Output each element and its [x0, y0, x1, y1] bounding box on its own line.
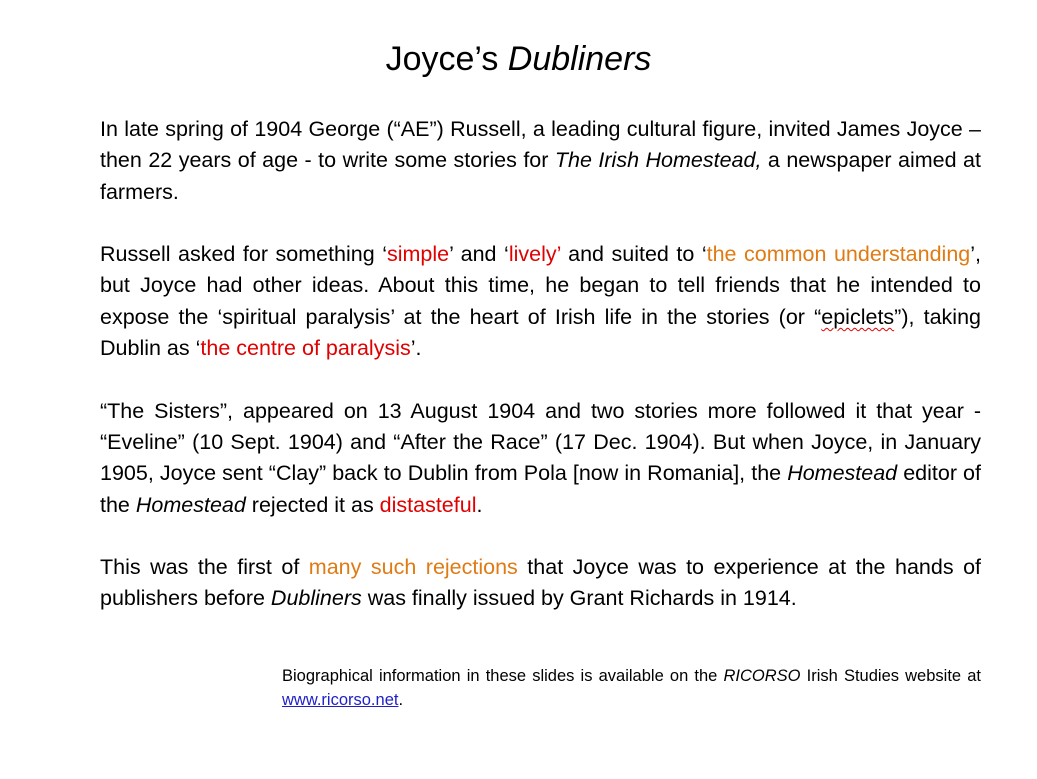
title-italic: Dubliners: [507, 40, 652, 78]
p3-text-4: .: [476, 492, 483, 517]
p3-highlight-distasteful: distasteful: [379, 492, 477, 517]
footer-text-3: .: [398, 691, 404, 709]
slide-title: [0, 37, 1037, 81]
p3-homestead-1: Homestead: [787, 461, 898, 486]
p2-highlight-common-understanding: the common understanding: [706, 242, 971, 267]
p1-text-1: In late spring of 1904 George (“AE”) Russell, a leading cultural figure, invited James Joyce – then 22 years of age - to write some stories for: [100, 117, 981, 173]
ricorso-link[interactable]: www.ricorso.net: [282, 691, 399, 709]
p2-text-6: ’.: [410, 336, 422, 361]
p2-text-3: and suited to ‘: [560, 242, 707, 267]
p2-text-2: ’ and ‘: [449, 242, 509, 267]
body-text: [100, 114, 981, 646]
p2-spellcheck-word: epiclets: [821, 304, 895, 329]
p2-text-4: ’, but Joyce had other ideas. About this time, he began to tell friends that he intended to expose the ‘spiritual paralysis’ at the heart of Irish life in the stories (or “: [100, 242, 981, 329]
p3-text-2: editor of the: [100, 461, 981, 517]
paragraph-3: [100, 396, 981, 521]
p2-highlight-centre-of-paralysis: the centre of paralysis: [200, 336, 411, 361]
p1-text-2: a newspaper aimed at farmers.: [100, 148, 981, 204]
p2-highlight-simple: simple: [387, 242, 450, 267]
p3-text-1: “The Sisters”, appeared on 13 August 1904 and two stories more followed it that year - “Eveline” (10 Sept. 1904) and “After the Race” (17 Dec. 1904). But when Joyce, in January 1905, Joyce sent “Clay” back to Dublin from Pola [now in Romania], the: [100, 398, 981, 486]
p4-text-3: was finally issued by Grant Richards in 1914.: [361, 586, 797, 611]
paragraph-2: [100, 239, 981, 364]
p2-text-1: Russell asked for something ‘: [100, 242, 387, 267]
paragraph-4: [100, 552, 981, 615]
p3-text-3: rejected it as: [245, 492, 380, 517]
p2-text-5: ”), taking Dublin as ‘: [100, 304, 981, 361]
title-plain: Joyce’s: [385, 40, 508, 78]
p4-dubliners: Dubliners: [270, 586, 362, 611]
p4-text-2: that Joyce was to experience at the hands of publishers before: [100, 555, 982, 611]
p1-newspaper-title: The Irish Homestead,: [554, 148, 762, 173]
footer-ricorso: RICORSO: [723, 667, 801, 685]
footer-note: [282, 664, 981, 712]
footer-text-2: Irish Studies website at: [800, 667, 981, 685]
footer-text-1: Biographical information in these slides is available on the: [282, 667, 724, 685]
p4-highlight-rejections: many such rejections: [308, 555, 518, 580]
p4-text-1: This was the first of: [100, 555, 309, 580]
paragraph-1: [100, 114, 981, 208]
p2-highlight-lively: lively’: [508, 242, 561, 267]
p3-homestead-2: Homestead: [135, 492, 246, 517]
